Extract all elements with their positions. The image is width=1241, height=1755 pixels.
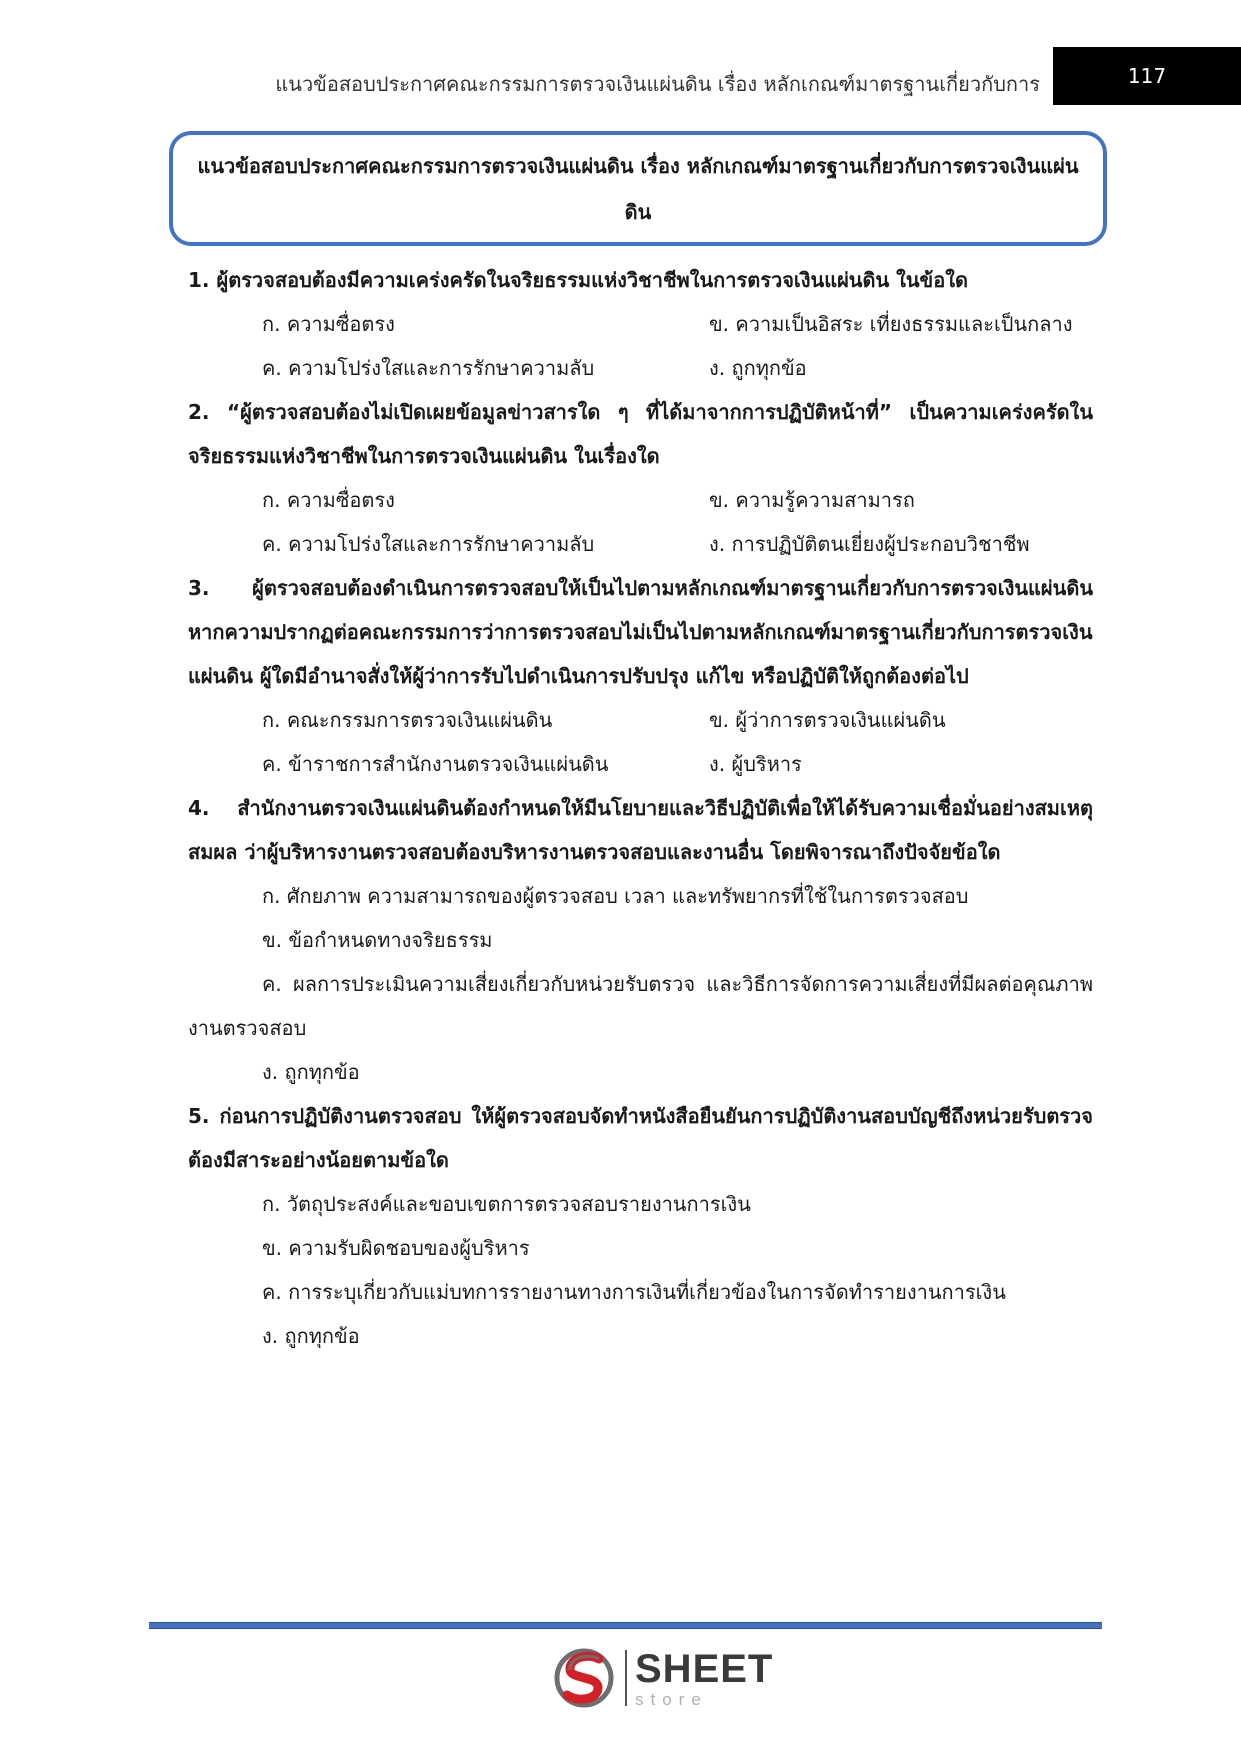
question-4: 4. สำนักงานตรวจเงินแผ่นดินต้องกำหนดให้มีนโยบายและวิธีปฏิบัติเพื่อให้ได้รับความเชื่อมั่นอย่างสมเหตุสมผล ว่าผู้บริหารงานตรวจสอบต้องบริหารงานตรวจสอบและงานอื่น โดยพิจารณาถึงปัจจัยข้อใด <box>188 796 1093 864</box>
question-4-option-b: ข. ข้อกำหนดทางจริยธรรม <box>262 928 493 952</box>
question-2-option-d: ง. การปฏิบัติตนเยี่ยงผู้ประกอบวิชาชีพ <box>709 532 1030 556</box>
question-3-option-d: ง. ผู้บริหาร <box>709 752 802 776</box>
sheet-store-logo <box>553 1645 773 1711</box>
title-box <box>169 131 1107 246</box>
question-1-option-b: ข. ความเป็นอิสระ เที่ยงธรรมและเป็นกลาง <box>709 312 1073 336</box>
question-1-option-c: ค. ความโปร่งใสและการรักษาความลับ <box>262 356 595 380</box>
question-list <box>188 258 1093 1358</box>
logo-divider <box>625 1650 627 1706</box>
page-number-box <box>1053 47 1241 105</box>
question-1-option-a: ก. ความซื่อตรง <box>262 312 395 336</box>
question-1-options <box>188 302 1093 390</box>
page-number: 117 <box>1127 64 1167 88</box>
logo-brand-text: SHEET <box>635 1646 774 1691</box>
question-1: 1. ผู้ตรวจสอบต้องมีความเคร่งครัดในจริยธรรมแห่งวิชาชีพในการตรวจเงินแผ่นดิน ในข้อใด <box>188 268 968 292</box>
question-4-option-d: ง. ถูกทุกข้อ <box>262 1060 360 1084</box>
question-3-option-a: ก. คณะกรรมการตรวจเงินแผ่นดิน <box>262 708 553 732</box>
question-4-option-c: ค. ผลการประเมินความเสี่ยงเกี่ยวกับหน่วยรับตรวจ และวิธีการจัดการความเสี่ยงที่มีผลต่อคุณภาพงานตรวจสอบ <box>188 972 1093 1040</box>
question-3-options <box>188 698 1093 786</box>
question-2-options <box>188 478 1093 566</box>
question-5-option-c: ค. การระบุเกี่ยวกับแม่บทการรายงานทางการเงินที่เกี่ยวข้องในการจัดทำรายงานการเงิน <box>262 1280 1006 1304</box>
question-5-option-a: ก. วัตถุประสงค์และขอบเขตการตรวจสอบรายงานการเงิน <box>262 1192 751 1216</box>
logo-tagline-text: store <box>635 1689 708 1709</box>
sheet-store-logo-icon <box>553 1645 619 1711</box>
question-1-option-d: ง. ถูกทุกข้อ <box>709 356 807 380</box>
question-5-option-b: ข. ความรับผิดชอบของผู้บริหาร <box>262 1236 530 1260</box>
document-title: แนวข้อสอบประกาศคณะกรรมการตรวจเงินแผ่นดิน เรื่อง หลักเกณฑ์มาตรฐานเกี่ยวกับการตรวจเงินแผ่นดิน <box>197 153 1079 224</box>
question-2: 2. “ผู้ตรวจสอบต้องไม่เปิดเผยข้อมูลข่าวสารใด ๆ ที่ได้มาจากการปฏิบัติหน้าที่” เป็นความเคร่งครัดในจริยธรรมแห่งวิชาชีพในการตรวจเงินแผ่นดิน ในเรื่องใด <box>188 400 1093 468</box>
question-4-option-a: ก. ศักยภาพ ความสามารถของผู้ตรวจสอบ เวลา และทรัพยากรที่ใช้ในการตรวจสอบ <box>262 884 969 908</box>
question-5: 5. ก่อนการปฏิบัติงานตรวจสอบ ให้ผู้ตรวจสอบจัดทำหนังสือยืนยันการปฏิบัติงานสอบบัญชีถึงหน่วยรับตรวจ ต้องมีสาระอย่างน้อยตามข้อใด <box>188 1104 1093 1172</box>
question-2-option-c: ค. ความโปร่งใสและการรักษาความลับ <box>262 532 595 556</box>
question-2-option-a: ก. ความซื่อตรง <box>262 488 395 512</box>
logo-wordmark <box>635 1646 774 1709</box>
question-3-option-b: ข. ผู้ว่าการตรวจเงินแผ่นดิน <box>709 708 946 732</box>
question-2-option-b: ข. ความรู้ความสามารถ <box>709 488 915 512</box>
question-5-option-d: ง. ถูกทุกข้อ <box>262 1324 360 1348</box>
running-header-title: แนวข้อสอบประกาศคณะกรรมการตรวจเงินแผ่นดิน เรื่อง หลักเกณฑ์มาตรฐานเกี่ยวกับการ <box>275 72 1040 96</box>
footer-divider <box>149 1622 1102 1629</box>
question-3-option-c: ค. ข้าราชการสำนักงานตรวจเงินแผ่นดิน <box>262 752 609 776</box>
question-3: 3. ผู้ตรวจสอบต้องดำเนินการตรวจสอบให้เป็นไปตามหลักเกณฑ์มาตรฐานเกี่ยวกับการตรวจเงินแผ่นดิน หากความปรากฏต่อคณะกรรมการว่าการตรวจสอบไม่เป็นไปตามหลักเกณฑ์มาตรฐานเกี่ยวกับการตรวจเงินแผ่นดิน ผู้ใดมีอำนาจสั่งให้ผู้ว่าการรับไปดำเนินการปรับปรุง แก้ไข หรือปฏิบัติให้ถูกต้องต่อไป <box>188 576 1093 688</box>
